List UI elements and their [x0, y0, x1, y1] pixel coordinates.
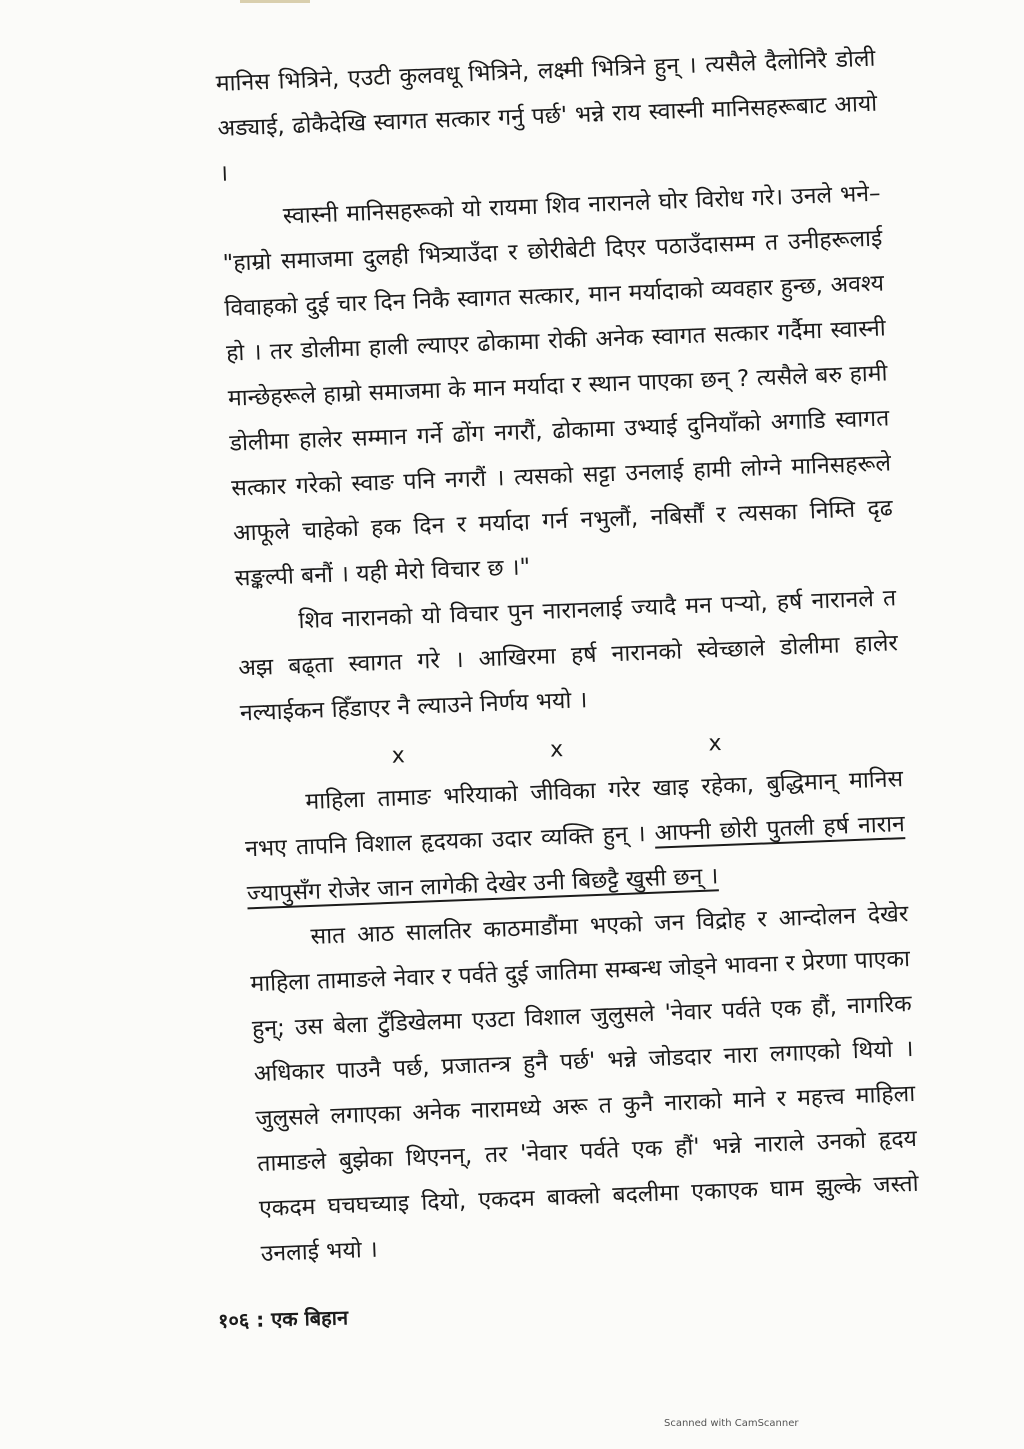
- separator-mark: x: [708, 731, 723, 757]
- scanner-watermark: Scanned with CamScanner: [664, 1418, 799, 1429]
- paragraph-4: [243, 757, 908, 917]
- separator-mark: x: [549, 737, 564, 763]
- page-edge-mark: [240, 0, 310, 3]
- paragraph-4-start: माहिला तामाङ भरियाको जीविका गरेर खाइ रहेका, बुद्धिमान् मानिस नभए तापनि विशाल हृदयका उदार व्यक्ति हुन् ।: [244, 766, 904, 863]
- separator-mark: x: [391, 743, 406, 769]
- paragraph-5: सात आठ सालतिर काठमाडौंमा भएको जन विद्रोह र आन्दोलन देखेर माहिला तामाङले नेवार र पर्वते दुई जातिमा सम्बन्ध जोड्ने भावना र प्रेरणा पाएका हुन्; उस बेला टुँडिखेलमा एउटा विशाल जुलुसले 'नेवार पर्वते एक हौं, नागरिक अधिकार पाउनै पर्छ, प्रजातन्त्र हुनै पर्छ' भन्ने जोडदार नारा लगाएको थियो । जुलुसले लगाएका अनेक नारामध्ये अरू त कुनै नाराको माने र महत्त्व माहिला तामाङले बुझेका थिएनन्, तर 'नेवार पर्वते एक हौं' भन्ने नाराले उनको हृदय एकदम घचघच्याइ दियो, एकदम बाक्लो बदलीमा एकाएक घाम झुल्के जस्तो उनलाई भयो ।: [249, 901, 920, 1268]
- underlined-sentence: आफ्नी छोरी पुतली हर्ष नारान ज्यापुसँग रोजेर जान लागेकी देखेर उनी बिछट्टै खुसी छन् ।: [246, 811, 906, 908]
- page-footer: १०६ : एक बिहान: [217, 1305, 349, 1333]
- paragraph-3: शिव नारानको यो विचार पुन नारानलाई ज्यादै मन पर्‍यो, हर्ष नारानले त अझ बढ्ता स्वागत गरे । आखिरमा हर्ष नारानको स्वेच्छाले डोलीमा हालेर नल्याईकन हिँडाएर नै ल्याउने निर्णय भयो ।: [237, 585, 899, 727]
- paragraph-2: स्वास्नी मानिसहरूको यो रायमा शिव नारानले घोर विरोध गरे। उनले भने– "हाम्रो समाजमा दुलही भित्र्याउँदा र छोरीबेटी दिएर पठाउँदासम्म त उनीहरूलाई विवाहको दुई चार दिन निकै स्वागत सत्कार, मान मर्यादाको व्यवहार हुन्छ, अवश्य हो । तर डोलीमा हाली ल्याएर ढोकामा रोकी अनेक स्वागत सत्कार गर्दैमा स्वास्नी मान्छेहरूले हाम्रो समाजमा के मान मर्यादा र स्थान पाएका छन् ? त्यसैले बरु हामी डोलीमा हालेर सम्मान गर्ने ढोंग नगरौं, ढोकामा उभ्याई दुनियाँको अगाडि स्वागत सत्कार गरेको स्वाङ पनि नगरौं । त्यसको सट्टा उनलाई हामी लोग्ने मानिसहरूले आफूले चाहेको हक दिन र मर्यादा गर्न नभुलौं, नबिर्सौं र त्यसका निम्ति दृढ सङ्कल्पी बनौं । यही मेरो विचार छ ।": [222, 180, 894, 592]
- paragraph-1: मानिस भित्रिने, एउटी कुलवधू भित्रिने, लक्ष्मी भित्रिने हुन् । त्यसैले दैलोनिरै डोली अड्याई, ढोकैदेखि स्वागत सत्कार गर्नु पर्छ' भन्ने राय स्वास्नी मानिसहरूबाट आयो ।: [215, 45, 878, 187]
- body-text: [215, 37, 921, 1277]
